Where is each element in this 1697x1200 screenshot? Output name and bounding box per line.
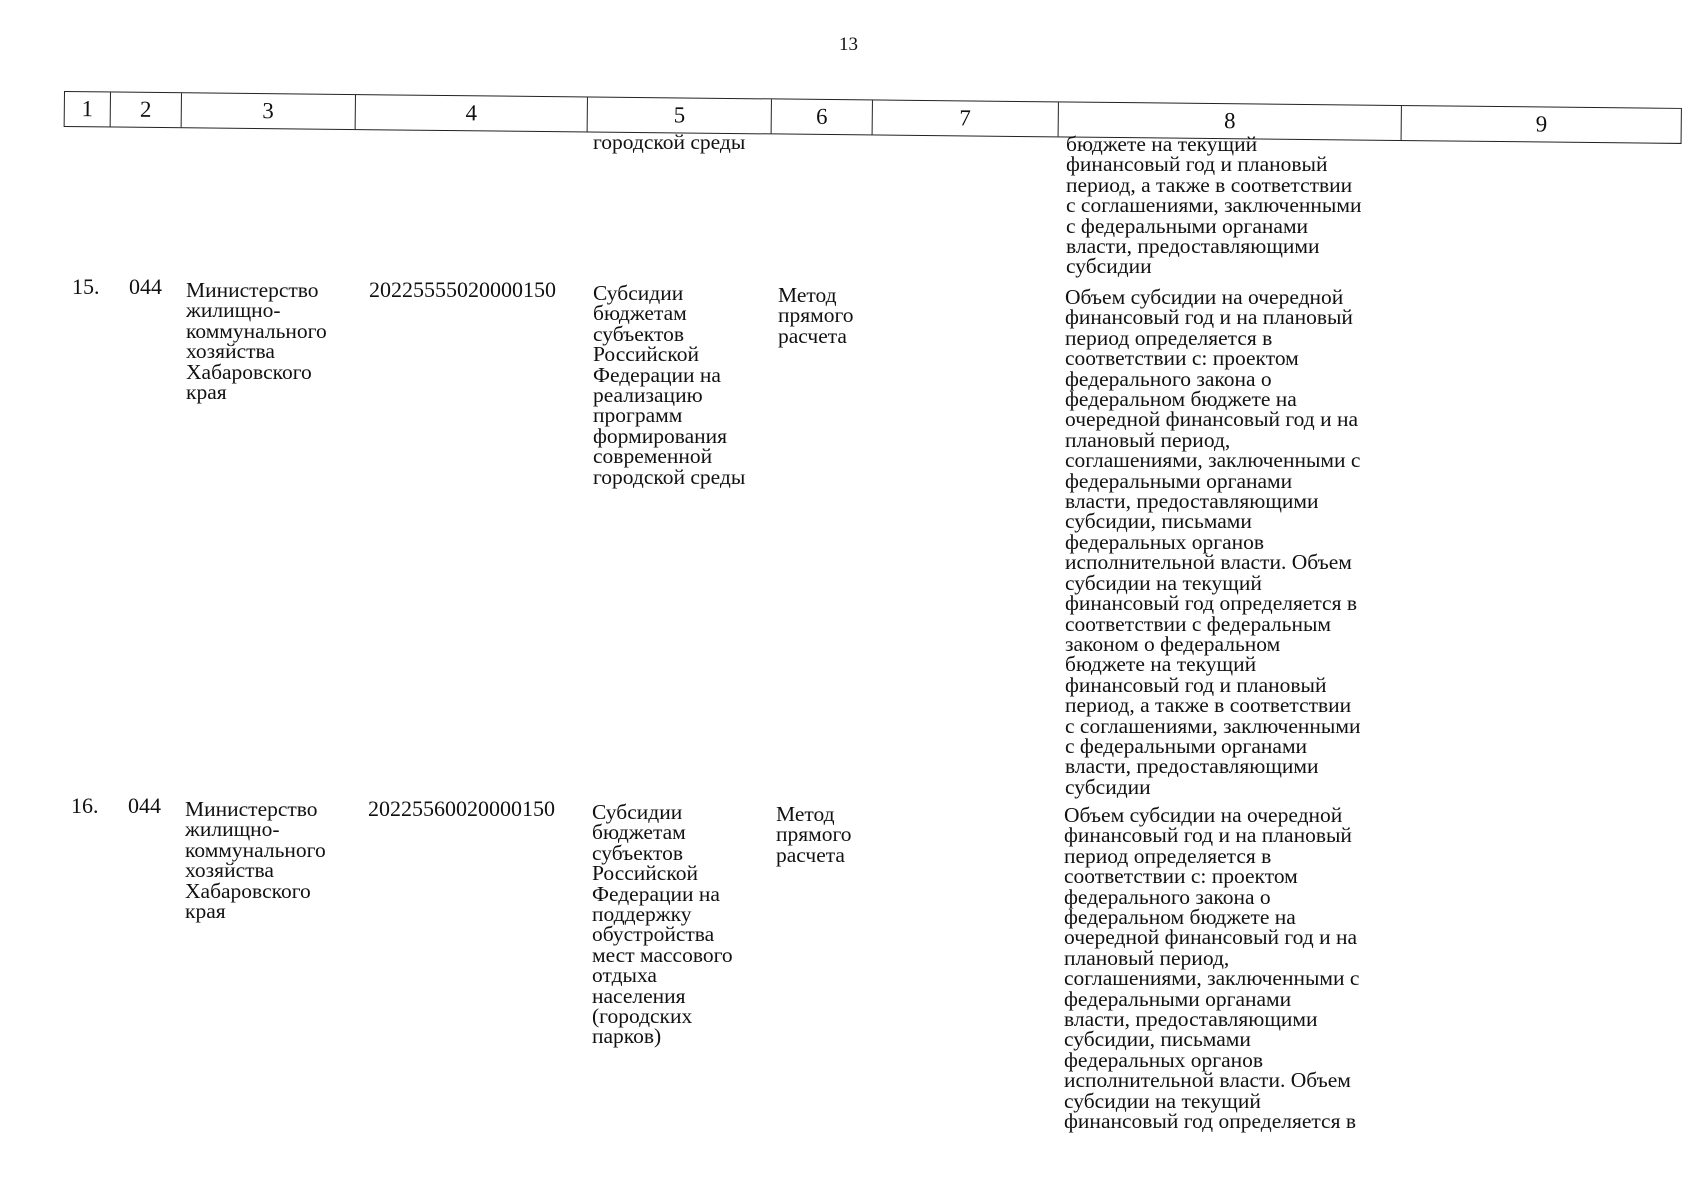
row-code: 044 [129,274,162,299]
header-col-1: 1 [65,92,111,126]
row-method: Метод прямого расчета [778,283,854,348]
table-header-row [64,91,1682,144]
row-basis: Объем субсидии на очередной финансовый год и на плановый период определяется в соответствии с: проектом федерального закона о федеральном бюджете на очередной финансовый год и на плановый период, соглашениями, заключенными с федеральными органами власти, предоставляющими субсидии, письмами федеральных органов исполнительной власти. Объем субсидии на текущий финансовый год определяется в соответствии с федеральным законом о федеральном бюджете на текущий финансовый год и плановый период, а также в соответствии с соглашениями, заключенными с федеральными органами власти, предоставляющими субсидии [1065,285,1361,799]
row-ministry: Министерство жилищно- коммунального хозяйства Хабаровского края [186,278,327,405]
page-number: 13 [839,34,858,55]
row-basis: Объем субсидии на очередной финансовый год и на плановый период определяется в соответствии с: проектом федерального закона о федеральном бюджете на очередной финансовый год и на плановый период, соглашениями, заключенными с федеральными органами власти, предоставляющими субсидии, письмами федеральных органов исполнительной власти. Объем субсидии на текущий финансовый год определяется в [1064,803,1360,1134]
header-col-4: 4 [355,95,588,131]
row-method: Метод прямого расчета [776,802,852,867]
continuation-basis: бюджете на текущий финансовый год и плановый период, а также в соответствии с соглашениями, заключенными с федеральными органами власти, предоставляющими субсидии [1066,132,1362,279]
row-number: 15. [72,274,100,299]
row-number: 16. [71,793,99,818]
row-description: Субсидии бюджетам субъектов Российской Федерации на реализацию программ формирования современной городской среды [593,281,746,489]
row-description: Субсидии бюджетам субъектов Российской Федерации на поддержку обустройства мест массового отдыха населения (городских парков) [592,800,733,1049]
row-ministry: Министерство жилищно- коммунального хозяйства Хабаровского края [185,797,326,924]
header-col-9: 9 [1535,111,1548,137]
header-col-7: 7 [873,100,1059,136]
header-col-3: 3 [181,93,355,129]
header-col-5: 5 [588,97,772,133]
row-kbk: 20225560020000150 [368,796,555,821]
row-kbk: 20225555020000150 [369,277,556,302]
header-col-6: 6 [772,99,873,134]
row-code: 044 [128,793,161,818]
header-col-8: 8 [1058,102,1402,140]
header-col-2: 2 [111,92,182,127]
continuation-description: городской среды [593,130,746,154]
